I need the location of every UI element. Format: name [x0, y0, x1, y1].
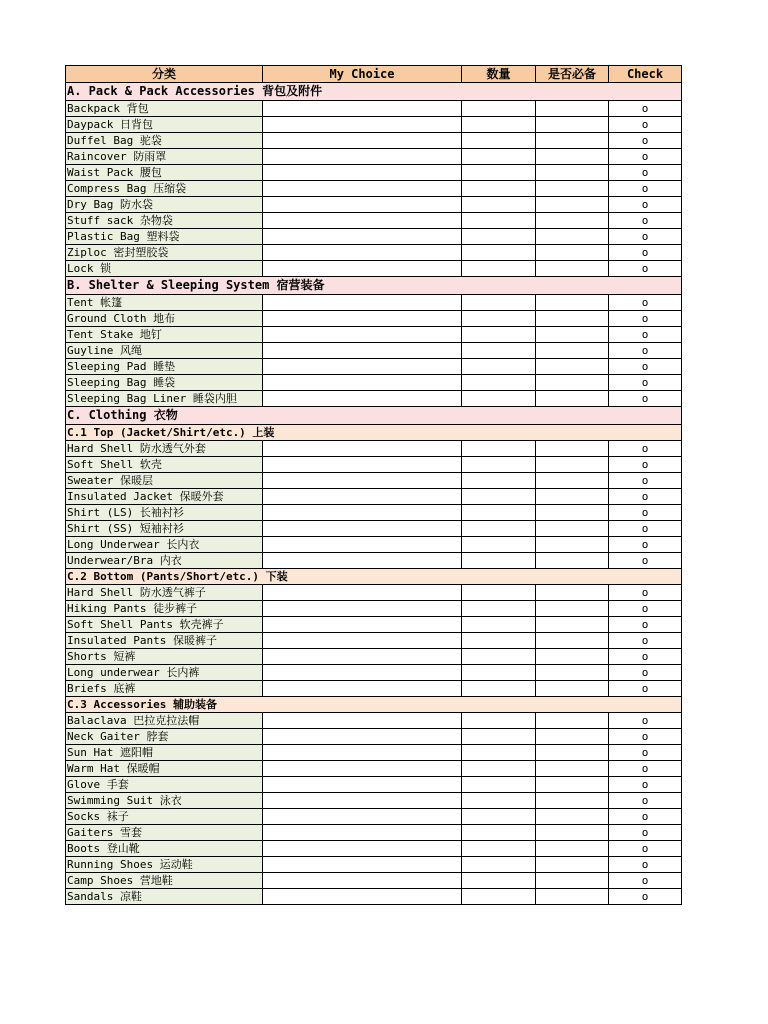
quantity-cell[interactable]: [462, 873, 536, 889]
required-cell[interactable]: [536, 857, 609, 873]
my-choice-cell[interactable]: [263, 261, 462, 277]
required-cell[interactable]: [536, 359, 609, 375]
my-choice-cell[interactable]: [263, 213, 462, 229]
item-row: [66, 473, 682, 489]
item-label: Stuff sack 杂物袋: [66, 213, 263, 229]
item-label: Warm Hat 保暖帽: [66, 761, 263, 777]
item-label: Socks 袜子: [66, 809, 263, 825]
header-required: 是否必备: [536, 66, 609, 83]
item-row: [66, 117, 682, 133]
required-cell[interactable]: [536, 391, 609, 407]
quantity-cell[interactable]: [462, 537, 536, 553]
my-choice-cell[interactable]: [263, 505, 462, 521]
item-label: Raincover 防雨罩: [66, 149, 263, 165]
item-label: Duffel Bag 驼袋: [66, 133, 263, 149]
check-mark-cell[interactable]: o: [609, 665, 682, 681]
required-cell[interactable]: [536, 873, 609, 889]
item-label: Underwear/Bra 内衣: [66, 553, 263, 569]
item-label: Swimming Suit 泳衣: [66, 793, 263, 809]
item-label: Soft Shell 软壳: [66, 457, 263, 473]
header-check: Check: [609, 66, 682, 83]
item-row: [66, 617, 682, 633]
gear-checklist-sheet: [65, 65, 681, 905]
my-choice-cell[interactable]: [263, 457, 462, 473]
check-mark-cell[interactable]: o: [609, 213, 682, 229]
my-choice-cell[interactable]: [263, 857, 462, 873]
required-cell[interactable]: [536, 165, 609, 181]
my-choice-cell[interactable]: [263, 375, 462, 391]
my-choice-cell[interactable]: [263, 809, 462, 825]
quantity-cell[interactable]: [462, 245, 536, 261]
check-mark-cell[interactable]: o: [609, 343, 682, 359]
subsection-title: C.1 Top (Jacket/Shirt/etc.) 上装: [66, 425, 682, 441]
my-choice-cell[interactable]: [263, 825, 462, 841]
item-label: Shirt (LS) 长袖衬衫: [66, 505, 263, 521]
item-label: Neck Gaiter 脖套: [66, 729, 263, 745]
check-mark-cell[interactable]: o: [609, 261, 682, 277]
quantity-cell[interactable]: [462, 311, 536, 327]
check-mark-cell[interactable]: o: [609, 601, 682, 617]
quantity-cell[interactable]: [462, 889, 536, 905]
item-row: [66, 857, 682, 873]
my-choice-cell[interactable]: [263, 761, 462, 777]
quantity-cell[interactable]: [462, 197, 536, 213]
item-label: Long underwear 长内裤: [66, 665, 263, 681]
check-mark-cell[interactable]: o: [609, 617, 682, 633]
quantity-cell[interactable]: [462, 327, 536, 343]
quantity-cell[interactable]: [462, 729, 536, 745]
item-row: [66, 197, 682, 213]
item-label: Daypack 日背包: [66, 117, 263, 133]
required-cell[interactable]: [536, 197, 609, 213]
check-mark-cell[interactable]: o: [609, 505, 682, 521]
section-header-row: [66, 407, 682, 425]
gear-checklist-table: [65, 65, 682, 905]
check-mark-cell[interactable]: o: [609, 825, 682, 841]
item-row: [66, 745, 682, 761]
check-mark-cell[interactable]: o: [609, 197, 682, 213]
item-label: Sweater 保暖层: [66, 473, 263, 489]
check-mark-cell[interactable]: o: [609, 681, 682, 697]
my-choice-cell[interactable]: [263, 681, 462, 697]
check-mark-cell[interactable]: o: [609, 537, 682, 553]
quantity-cell[interactable]: [462, 553, 536, 569]
item-label: Camp Shoes 营地鞋: [66, 873, 263, 889]
subsection-title: C.2 Bottom (Pants/Short/etc.) 下装: [66, 569, 682, 585]
item-label: Balaclava 巴拉克拉法帽: [66, 713, 263, 729]
required-cell[interactable]: [536, 617, 609, 633]
my-choice-cell[interactable]: [263, 343, 462, 359]
required-cell[interactable]: [536, 441, 609, 457]
required-cell[interactable]: [536, 229, 609, 245]
my-choice-cell[interactable]: [263, 133, 462, 149]
check-mark-cell[interactable]: o: [609, 777, 682, 793]
my-choice-cell[interactable]: [263, 665, 462, 681]
check-mark-cell[interactable]: o: [609, 311, 682, 327]
check-mark-cell[interactable]: o: [609, 489, 682, 505]
item-row: [66, 295, 682, 311]
check-mark-cell[interactable]: o: [609, 295, 682, 311]
check-mark-cell[interactable]: o: [609, 181, 682, 197]
item-row: [66, 165, 682, 181]
quantity-cell[interactable]: [462, 857, 536, 873]
my-choice-cell[interactable]: [263, 101, 462, 117]
quantity-cell[interactable]: [462, 777, 536, 793]
my-choice-cell[interactable]: [263, 713, 462, 729]
quantity-cell[interactable]: [462, 841, 536, 857]
item-row: [66, 441, 682, 457]
item-row: [66, 311, 682, 327]
quantity-cell[interactable]: [462, 681, 536, 697]
my-choice-cell[interactable]: [263, 489, 462, 505]
required-cell[interactable]: [536, 521, 609, 537]
checklist-body: [66, 83, 682, 905]
my-choice-cell[interactable]: [263, 441, 462, 457]
item-label: Ziploc 密封塑胶袋: [66, 245, 263, 261]
my-choice-cell[interactable]: [263, 777, 462, 793]
check-mark-cell[interactable]: o: [609, 229, 682, 245]
my-choice-cell[interactable]: [263, 295, 462, 311]
check-mark-cell[interactable]: o: [609, 793, 682, 809]
header-quantity: 数量: [462, 66, 536, 83]
required-cell[interactable]: [536, 713, 609, 729]
my-choice-cell[interactable]: [263, 745, 462, 761]
quantity-cell[interactable]: [462, 473, 536, 489]
my-choice-cell[interactable]: [263, 633, 462, 649]
subsection-header-row: [66, 425, 682, 441]
check-mark-cell[interactable]: o: [609, 521, 682, 537]
quantity-cell[interactable]: [462, 633, 536, 649]
my-choice-cell[interactable]: [263, 601, 462, 617]
required-cell[interactable]: [536, 505, 609, 521]
quantity-cell[interactable]: [462, 213, 536, 229]
item-row: [66, 665, 682, 681]
my-choice-cell[interactable]: [263, 873, 462, 889]
quantity-cell[interactable]: [462, 295, 536, 311]
check-mark-cell[interactable]: o: [609, 633, 682, 649]
item-label: Ground Cloth 地布: [66, 311, 263, 327]
my-choice-cell[interactable]: [263, 793, 462, 809]
required-cell[interactable]: [536, 841, 609, 857]
item-row: [66, 521, 682, 537]
item-row: [66, 873, 682, 889]
check-mark-cell[interactable]: o: [609, 375, 682, 391]
item-label: Dry Bag 防水袋: [66, 197, 263, 213]
item-row: [66, 889, 682, 905]
check-mark-cell[interactable]: o: [609, 133, 682, 149]
quantity-cell[interactable]: [462, 101, 536, 117]
my-choice-cell[interactable]: [263, 553, 462, 569]
quantity-cell[interactable]: [462, 521, 536, 537]
required-cell[interactable]: [536, 457, 609, 473]
quantity-cell[interactable]: [462, 181, 536, 197]
quantity-cell[interactable]: [462, 441, 536, 457]
quantity-cell[interactable]: [462, 149, 536, 165]
check-mark-cell[interactable]: o: [609, 117, 682, 133]
required-cell[interactable]: [536, 681, 609, 697]
check-mark-cell[interactable]: o: [609, 149, 682, 165]
required-cell[interactable]: [536, 149, 609, 165]
subsection-title: C.3 Accessories 辅助装备: [66, 697, 682, 713]
item-row: [66, 761, 682, 777]
section-header-row: [66, 83, 682, 101]
required-cell[interactable]: [536, 777, 609, 793]
item-row: [66, 505, 682, 521]
my-choice-cell[interactable]: [263, 729, 462, 745]
quantity-cell[interactable]: [462, 489, 536, 505]
required-cell[interactable]: [536, 761, 609, 777]
item-label: Hard Shell 防水透气外套: [66, 441, 263, 457]
my-choice-cell[interactable]: [263, 245, 462, 261]
my-choice-cell[interactable]: [263, 149, 462, 165]
item-label: Shorts 短裤: [66, 649, 263, 665]
item-label: Plastic Bag 塑料袋: [66, 229, 263, 245]
check-mark-cell[interactable]: o: [609, 745, 682, 761]
subsection-header-row: [66, 697, 682, 713]
item-row: [66, 375, 682, 391]
item-label: Soft Shell Pants 软壳裤子: [66, 617, 263, 633]
item-label: Tent 帐篷: [66, 295, 263, 311]
required-cell[interactable]: [536, 133, 609, 149]
check-mark-cell[interactable]: o: [609, 713, 682, 729]
item-label: Backpack 背包: [66, 101, 263, 117]
item-label: Sleeping Pad 睡垫: [66, 359, 263, 375]
item-label: Sleeping Bag 睡袋: [66, 375, 263, 391]
quantity-cell[interactable]: [462, 457, 536, 473]
section-title: B. Shelter & Sleeping System 宿营装备: [66, 277, 682, 295]
item-label: Shirt (SS) 短袖衬衫: [66, 521, 263, 537]
my-choice-cell[interactable]: [263, 585, 462, 601]
required-cell[interactable]: [536, 809, 609, 825]
item-row: [66, 457, 682, 473]
my-choice-cell[interactable]: [263, 473, 462, 489]
item-label: Guyline 风绳: [66, 343, 263, 359]
check-mark-cell[interactable]: o: [609, 809, 682, 825]
my-choice-cell[interactable]: [263, 537, 462, 553]
item-row: [66, 245, 682, 261]
item-row: [66, 343, 682, 359]
required-cell[interactable]: [536, 665, 609, 681]
quantity-cell[interactable]: [462, 665, 536, 681]
quantity-cell[interactable]: [462, 793, 536, 809]
required-cell[interactable]: [536, 295, 609, 311]
item-label: Hiking Pants 徒步裤子: [66, 601, 263, 617]
item-label: Long Underwear 长内衣: [66, 537, 263, 553]
item-label: Tent Stake 地钉: [66, 327, 263, 343]
section-title: A. Pack & Pack Accessories 背包及附件: [66, 83, 682, 101]
item-label: Insulated Jacket 保暖外套: [66, 489, 263, 505]
quantity-cell[interactable]: [462, 359, 536, 375]
item-row: [66, 809, 682, 825]
quantity-cell[interactable]: [462, 761, 536, 777]
check-mark-cell[interactable]: o: [609, 889, 682, 905]
item-row: [66, 553, 682, 569]
quantity-cell[interactable]: [462, 505, 536, 521]
check-mark-cell[interactable]: o: [609, 245, 682, 261]
my-choice-cell[interactable]: [263, 649, 462, 665]
my-choice-cell[interactable]: [263, 617, 462, 633]
quantity-cell[interactable]: [462, 649, 536, 665]
required-cell[interactable]: [536, 117, 609, 133]
item-row: [66, 729, 682, 745]
my-choice-cell[interactable]: [263, 229, 462, 245]
header-my-choice: My Choice: [263, 66, 462, 83]
required-cell[interactable]: [536, 473, 609, 489]
quantity-cell[interactable]: [462, 825, 536, 841]
check-mark-cell[interactable]: o: [609, 553, 682, 569]
item-row: [66, 713, 682, 729]
required-cell[interactable]: [536, 745, 609, 761]
check-mark-cell[interactable]: o: [609, 841, 682, 857]
required-cell[interactable]: [536, 245, 609, 261]
item-row: [66, 101, 682, 117]
item-row: [66, 327, 682, 343]
my-choice-cell[interactable]: [263, 841, 462, 857]
quantity-cell[interactable]: [462, 713, 536, 729]
required-cell[interactable]: [536, 825, 609, 841]
required-cell[interactable]: [536, 649, 609, 665]
item-label: Sleeping Bag Liner 睡袋内胆: [66, 391, 263, 407]
check-mark-cell[interactable]: o: [609, 761, 682, 777]
quantity-cell[interactable]: [462, 229, 536, 245]
required-cell[interactable]: [536, 793, 609, 809]
item-row: [66, 133, 682, 149]
item-row: [66, 601, 682, 617]
quantity-cell[interactable]: [462, 601, 536, 617]
section-title: C. Clothing 衣物: [66, 407, 682, 425]
quantity-cell[interactable]: [462, 745, 536, 761]
check-mark-cell[interactable]: o: [609, 857, 682, 873]
subsection-header-row: [66, 569, 682, 585]
required-cell[interactable]: [536, 601, 609, 617]
item-row: [66, 149, 682, 165]
my-choice-cell[interactable]: [263, 889, 462, 905]
my-choice-cell[interactable]: [263, 117, 462, 133]
item-row: [66, 391, 682, 407]
quantity-cell[interactable]: [462, 391, 536, 407]
item-label: Boots 登山靴: [66, 841, 263, 857]
quantity-cell[interactable]: [462, 261, 536, 277]
required-cell[interactable]: [536, 553, 609, 569]
item-label: Sandals 凉鞋: [66, 889, 263, 905]
required-cell[interactable]: [536, 889, 609, 905]
check-mark-cell[interactable]: o: [609, 873, 682, 889]
check-mark-cell[interactable]: o: [609, 101, 682, 117]
item-row: [66, 649, 682, 665]
item-row: [66, 793, 682, 809]
item-label: Running Shoes 运动鞋: [66, 857, 263, 873]
check-mark-cell[interactable]: o: [609, 391, 682, 407]
item-row: [66, 229, 682, 245]
check-mark-cell[interactable]: o: [609, 359, 682, 375]
item-label: Hard Shell 防水透气裤子: [66, 585, 263, 601]
required-cell[interactable]: [536, 585, 609, 601]
check-mark-cell[interactable]: o: [609, 165, 682, 181]
required-cell[interactable]: [536, 101, 609, 117]
item-label: Sun Hat 遮阳帽: [66, 745, 263, 761]
item-row: [66, 825, 682, 841]
check-mark-cell[interactable]: o: [609, 473, 682, 489]
my-choice-cell[interactable]: [263, 521, 462, 537]
my-choice-cell[interactable]: [263, 391, 462, 407]
section-header-row: [66, 277, 682, 295]
item-row: [66, 585, 682, 601]
check-mark-cell[interactable]: o: [609, 585, 682, 601]
required-cell[interactable]: [536, 261, 609, 277]
required-cell[interactable]: [536, 633, 609, 649]
quantity-cell[interactable]: [462, 165, 536, 181]
item-row: [66, 213, 682, 229]
check-mark-cell[interactable]: o: [609, 729, 682, 745]
quantity-cell[interactable]: [462, 117, 536, 133]
item-row: [66, 489, 682, 505]
my-choice-cell[interactable]: [263, 197, 462, 213]
required-cell[interactable]: [536, 729, 609, 745]
item-label: Waist Pack 腰包: [66, 165, 263, 181]
item-label: Glove 手套: [66, 777, 263, 793]
required-cell[interactable]: [536, 489, 609, 505]
required-cell[interactable]: [536, 181, 609, 197]
item-label: Gaiters 雪套: [66, 825, 263, 841]
quantity-cell[interactable]: [462, 375, 536, 391]
item-row: [66, 261, 682, 277]
item-row: [66, 841, 682, 857]
quantity-cell[interactable]: [462, 133, 536, 149]
item-label: Compress Bag 压缩袋: [66, 181, 263, 197]
my-choice-cell[interactable]: [263, 327, 462, 343]
item-row: [66, 181, 682, 197]
required-cell[interactable]: [536, 537, 609, 553]
check-mark-cell[interactable]: o: [609, 441, 682, 457]
item-label: Insulated Pants 保暖裤子: [66, 633, 263, 649]
quantity-cell[interactable]: [462, 343, 536, 359]
header-row: [66, 66, 682, 83]
check-mark-cell[interactable]: o: [609, 649, 682, 665]
item-label: Briefs 底裤: [66, 681, 263, 697]
my-choice-cell[interactable]: [263, 359, 462, 375]
item-row: [66, 681, 682, 697]
my-choice-cell[interactable]: [263, 165, 462, 181]
required-cell[interactable]: [536, 375, 609, 391]
item-row: [66, 537, 682, 553]
item-label: Lock 锁: [66, 261, 263, 277]
my-choice-cell[interactable]: [263, 181, 462, 197]
quantity-cell[interactable]: [462, 809, 536, 825]
item-row: [66, 633, 682, 649]
check-mark-cell[interactable]: o: [609, 457, 682, 473]
quantity-cell[interactable]: [462, 585, 536, 601]
required-cell[interactable]: [536, 343, 609, 359]
my-choice-cell[interactable]: [263, 311, 462, 327]
item-row: [66, 359, 682, 375]
header-category: 分类: [66, 66, 263, 83]
required-cell[interactable]: [536, 327, 609, 343]
item-row: [66, 777, 682, 793]
required-cell[interactable]: [536, 311, 609, 327]
quantity-cell[interactable]: [462, 617, 536, 633]
required-cell[interactable]: [536, 213, 609, 229]
check-mark-cell[interactable]: o: [609, 327, 682, 343]
